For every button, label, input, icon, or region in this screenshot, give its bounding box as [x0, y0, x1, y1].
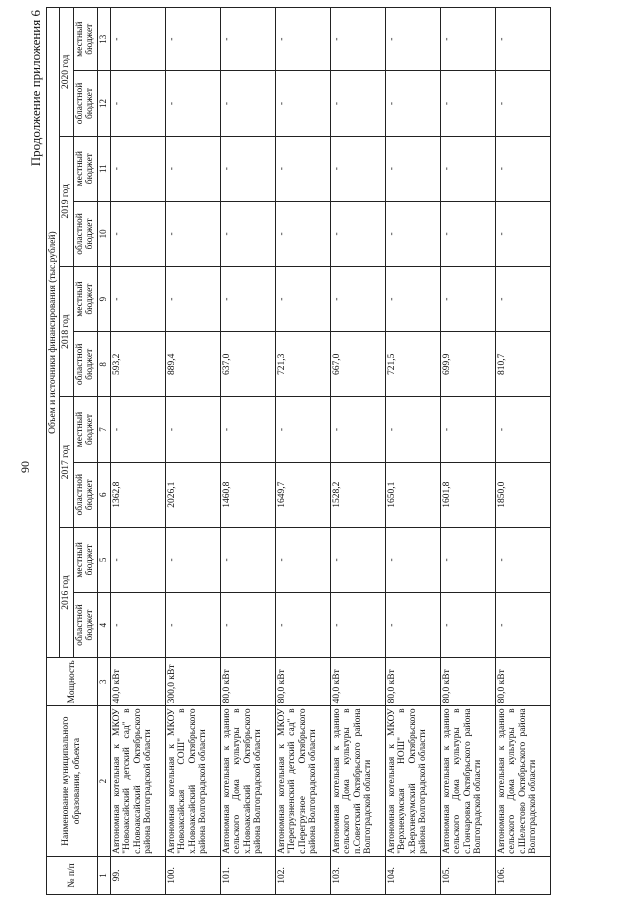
header-local: местный бюджет [73, 136, 97, 201]
funding-value: - [330, 136, 385, 201]
funding-value: - [220, 397, 275, 462]
funding-value: - [440, 8, 495, 71]
column-index-cell: 1 [97, 856, 110, 894]
funding-value: - [165, 267, 220, 332]
funding-value: 699,9 [440, 332, 495, 397]
header-num: № п/п [47, 856, 98, 894]
funding-value: 1460,8 [220, 462, 275, 527]
funding-value: - [275, 201, 330, 266]
funding-value: - [495, 8, 550, 71]
object-name: Автономная котельная к МКОУ "Новоаксайская СОШ" в х.Новоаксайский Октябрьского района Волгоградской области [165, 706, 220, 857]
funding-value: - [385, 8, 440, 71]
funding-value: - [440, 201, 495, 266]
funding-value: - [110, 593, 165, 658]
power-value: 80,0 кВт [385, 658, 440, 706]
funding-value: 1601,8 [440, 462, 495, 527]
object-name: Автономная котельная к МКОУ "Перегрузненский детский сад" в с.Перегрузное Октябрьского района Волгоградской области [275, 706, 330, 857]
funding-value: - [220, 527, 275, 592]
row-number: 100. [165, 856, 220, 894]
power-value: 80,0 кВт [440, 658, 495, 706]
header-year: 2018 год [60, 267, 73, 397]
funding-value: - [495, 267, 550, 332]
funding-value: - [275, 136, 330, 201]
object-name: Автономная котельная к зданию сельского Дома культуры в х.Новоаксайский Октябрьского района Волгоградской области [220, 706, 275, 857]
funding-value: - [220, 71, 275, 136]
column-index-cell: 4 [97, 593, 110, 658]
funding-value: - [330, 71, 385, 136]
funding-value: - [275, 8, 330, 71]
table-row [165, 8, 220, 895]
table-row [495, 8, 550, 895]
table-row [440, 8, 495, 895]
funding-value: - [165, 593, 220, 658]
funding-value: - [440, 593, 495, 658]
funding-value: - [275, 593, 330, 658]
header-local: местный бюджет [73, 527, 97, 592]
funding-value: - [110, 267, 165, 332]
header-regional: областной бюджет [73, 332, 97, 397]
funding-value: - [330, 201, 385, 266]
row-number: 104. [385, 856, 440, 894]
funding-value: - [385, 201, 440, 266]
object-name: Автономная котельная к МКОУ "Верхнекумская НОШ" в х.Верхнекумский Октябрьского района Волгоградской области [385, 706, 440, 857]
funding-value: - [495, 397, 550, 462]
funding-value: - [110, 136, 165, 201]
power-value: 40,0 кВт [110, 658, 165, 706]
row-number: 103. [330, 856, 385, 894]
funding-value: - [495, 527, 550, 592]
funding-value: - [385, 71, 440, 136]
funding-table [46, 7, 551, 895]
funding-value: - [110, 527, 165, 592]
funding-value: - [275, 267, 330, 332]
funding-value: - [330, 267, 385, 332]
header-year: 2016 год [60, 527, 73, 657]
funding-value: - [220, 8, 275, 71]
funding-value: 1649,7 [275, 462, 330, 527]
funding-value: - [220, 593, 275, 658]
funding-value: 667,0 [330, 332, 385, 397]
header-year: 2019 год [60, 136, 73, 266]
funding-value: - [440, 397, 495, 462]
funding-value: - [165, 397, 220, 462]
funding-value: 889,4 [165, 332, 220, 397]
funding-value: - [495, 136, 550, 201]
header-year: 2020 год [60, 8, 73, 137]
table-row [275, 8, 330, 895]
funding-value: 593,2 [110, 332, 165, 397]
funding-value: - [165, 527, 220, 592]
funding-value: - [220, 267, 275, 332]
funding-value: 721,5 [385, 332, 440, 397]
column-index-cell: 10 [97, 201, 110, 266]
column-index-cell: 8 [97, 332, 110, 397]
funding-value: - [275, 71, 330, 136]
column-index-cell: 6 [97, 462, 110, 527]
funding-value: 2026,1 [165, 462, 220, 527]
funding-value: - [165, 71, 220, 136]
header-regional: областной бюджет [73, 593, 97, 658]
column-index-cell: 13 [97, 8, 110, 71]
header-name: Наименование муниципального образования, объекта [47, 706, 98, 857]
column-index-row [97, 8, 110, 895]
funding-value: - [330, 593, 385, 658]
funding-value: - [275, 527, 330, 592]
funding-value: 1528,2 [330, 462, 385, 527]
funding-value: 1650,1 [385, 462, 440, 527]
funding-value: - [385, 397, 440, 462]
table-row [220, 8, 275, 895]
power-value: 300,0 кВт [165, 658, 220, 706]
funding-value: - [440, 267, 495, 332]
funding-value: - [440, 136, 495, 201]
appendix-continuation-caption: Продолжение приложения 6 [28, 10, 43, 167]
header-funding: Объем и источники финансирования (тыс.рублей) [47, 8, 60, 658]
table-body [110, 8, 550, 895]
funding-value: - [110, 71, 165, 136]
header-power: Мощность [47, 658, 98, 706]
funding-value: - [165, 8, 220, 71]
funding-value: - [165, 136, 220, 201]
funding-value: - [385, 136, 440, 201]
funding-value: 721,3 [275, 332, 330, 397]
funding-value: - [220, 136, 275, 201]
funding-value: - [330, 527, 385, 592]
header-regional: областной бюджет [73, 71, 97, 136]
funding-value: - [385, 593, 440, 658]
header-regional: областной бюджет [73, 462, 97, 527]
object-name: Автономная котельная к зданию сельского Дома культуры в с.Гончаровка Октябрьского района Волгоградской области [440, 706, 495, 857]
funding-value: - [220, 201, 275, 266]
table-row [110, 8, 165, 895]
funding-value: - [330, 397, 385, 462]
power-value: 80,0 кВт [275, 658, 330, 706]
column-index-cell: 3 [97, 658, 110, 706]
funding-value: - [495, 201, 550, 266]
row-number: 99. [110, 856, 165, 894]
funding-value: 637,0 [220, 332, 275, 397]
funding-value: - [110, 397, 165, 462]
header-local: местный бюджет [73, 397, 97, 462]
table-row [385, 8, 440, 895]
column-index-cell: 9 [97, 267, 110, 332]
funding-value: - [495, 71, 550, 136]
column-index-cell: 5 [97, 527, 110, 592]
power-value: 40,0 кВт [330, 658, 385, 706]
row-number: 106. [495, 856, 550, 894]
funding-value: 1850,0 [495, 462, 550, 527]
power-value: 80,0 кВт [495, 658, 550, 706]
funding-value: - [495, 593, 550, 658]
row-number: 105. [440, 856, 495, 894]
table-row [330, 8, 385, 895]
row-number: 102. [275, 856, 330, 894]
funding-value: 1362,8 [110, 462, 165, 527]
funding-value: - [385, 267, 440, 332]
page-number: 90 [18, 461, 32, 473]
funding-value: - [440, 71, 495, 136]
column-index-cell: 12 [97, 71, 110, 136]
funding-value: - [110, 8, 165, 71]
row-number: 101. [220, 856, 275, 894]
column-index-cell: 2 [97, 706, 110, 857]
header-local: местный бюджет [73, 267, 97, 332]
power-value: 80,0 кВт [220, 658, 275, 706]
funding-value: - [330, 8, 385, 71]
column-index-cell: 11 [97, 136, 110, 201]
funding-value: 810,7 [495, 332, 550, 397]
object-name: Автономная котельная к зданию сельского Дома культуры в п.Советский Октябрьского района Волгоградской области [330, 706, 385, 857]
column-index-cell: 7 [97, 397, 110, 462]
funding-value: - [385, 527, 440, 592]
funding-value: - [165, 201, 220, 266]
object-name: Автономная котельная к зданию сельского Дома культуры в с.Шелестово Октябрьского района Волгоградской области [495, 706, 550, 857]
funding-value: - [110, 201, 165, 266]
funding-value: - [275, 397, 330, 462]
object-name: Автономная котельная к МКОУ "Новоаксайский детский сад" в с.Новоаксайский Октябрьского района Волгоградской области [110, 706, 165, 857]
header-regional: областной бюджет [73, 201, 97, 266]
header-local: местный бюджет [73, 8, 97, 71]
header-year: 2017 год [60, 397, 73, 527]
funding-value: - [440, 527, 495, 592]
